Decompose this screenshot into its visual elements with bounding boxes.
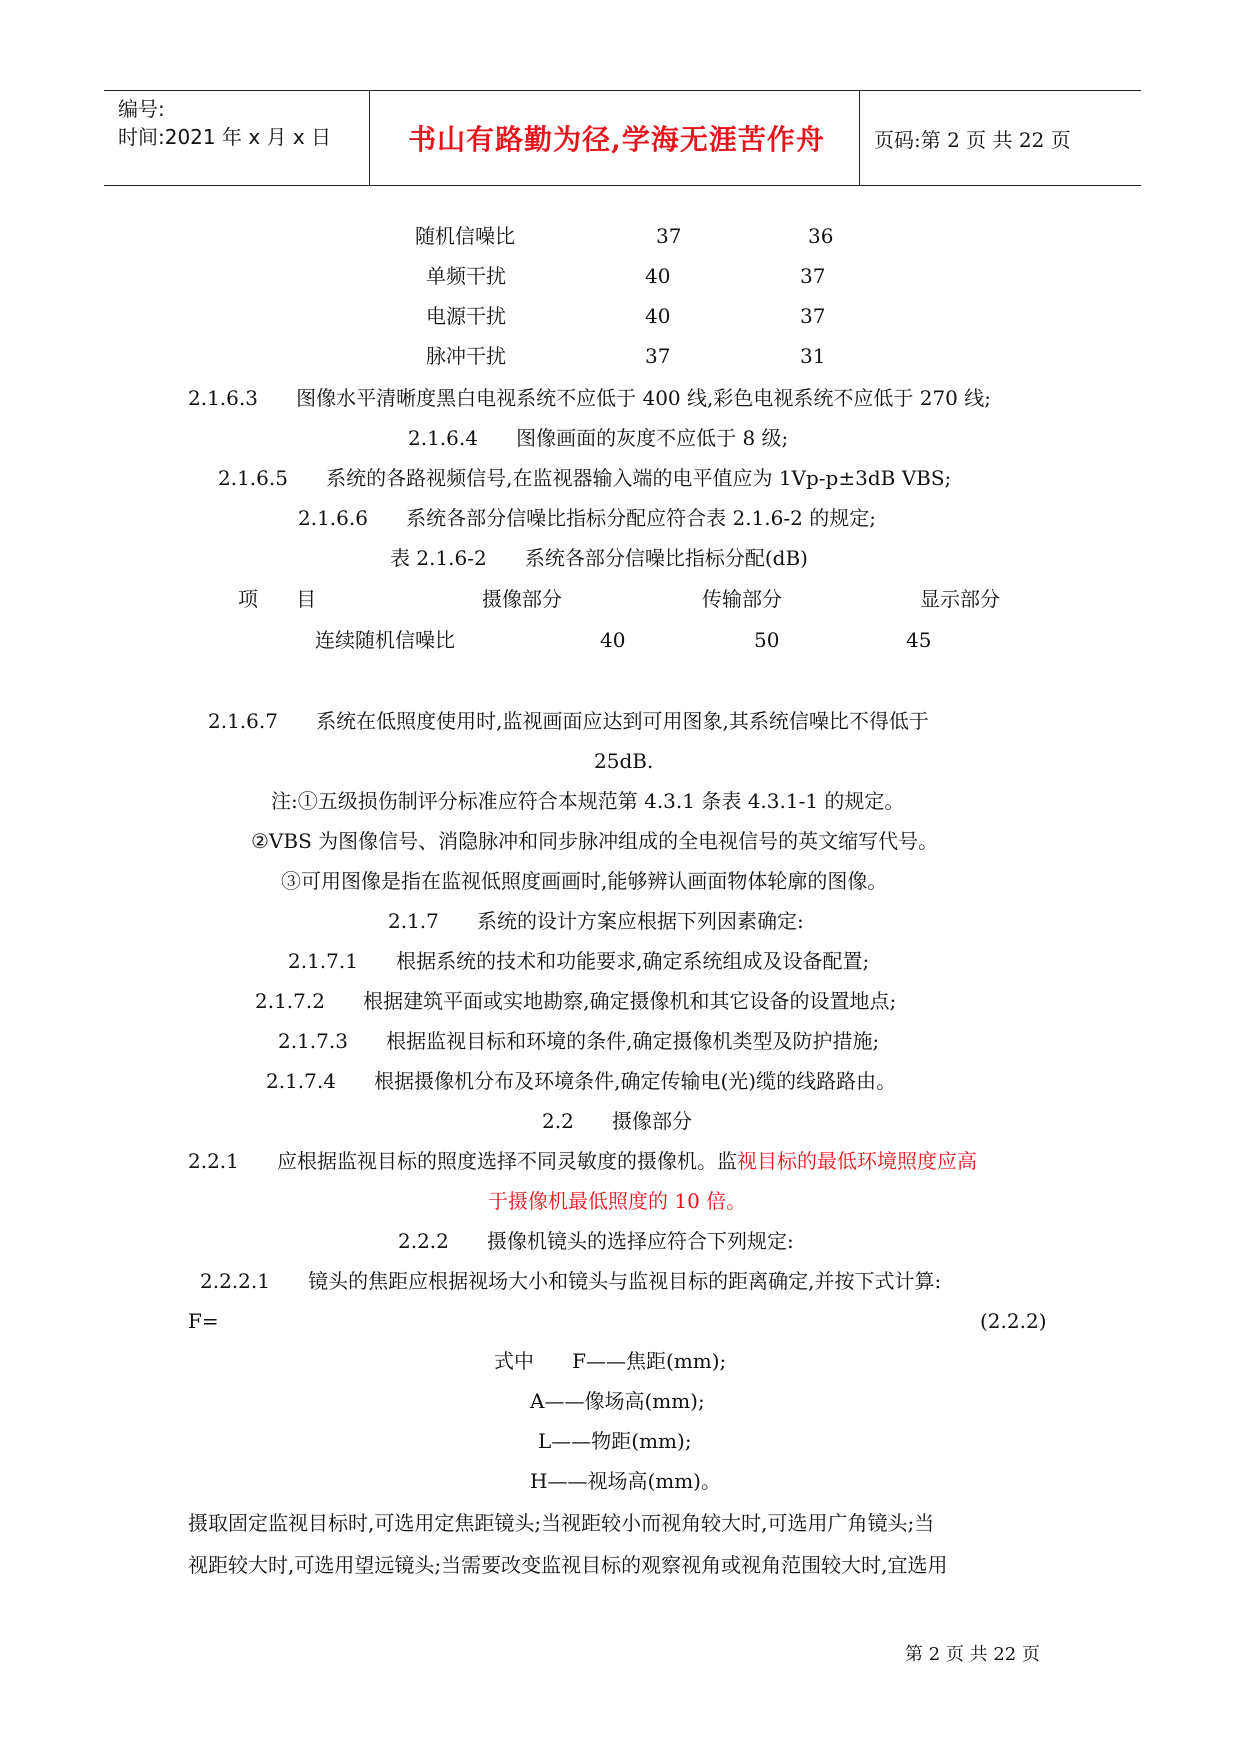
section-22-heading: 2.2 摄像部分 (542, 1109, 692, 1133)
header-page-number: 页码:第 2 页 共 22 页 (874, 127, 1071, 152)
time-label: 时间:2021 年 x 月 x 日 (118, 125, 332, 149)
snr-row-value: 31 (800, 344, 826, 368)
snr-row-name: 电源干扰 (426, 304, 506, 328)
clause-2174: 2.1.7.4 根据摄像机分布及环境条件,确定传输电(光)缆的线路路由。 (266, 1069, 897, 1093)
clause-2164: 2.1.6.4 图像画面的灰度不应低于 8 级; (408, 426, 789, 450)
clause-2166: 2.1.6.6 系统各部分信噪比指标分配应符合表 2.1.6-2 的规定; (298, 506, 876, 530)
footer-page-number: 第 2 页 共 22 页 (905, 1644, 1040, 1665)
paragraph-line: 视距较大时,可选用望远镜头;当需要改变监视目标的观察视角或视角范围较大时,宜选用 (188, 1553, 948, 1577)
clause-2165: 2.1.6.5 系统的各路视频信号,在监视器输入端的电平值应为 1Vp-p±3dB VBS; (218, 466, 952, 490)
paragraph-line: 摄取固定监视目标时,可选用定焦距镜头;当视距较小而视角较大时,可选用广角镜头;当 (188, 1511, 935, 1535)
snr-row-name: 单频干扰 (426, 264, 506, 288)
clause-2221: 2.2.2.1 镜头的焦距应根据视场大小和镜头与监视目标的距离确定,并按下式计算: (200, 1269, 942, 1293)
snr-row-name: 脉冲干扰 (426, 344, 506, 368)
clause-2167-cont: 25dB. (594, 749, 654, 773)
snr-row-value: 40 (645, 304, 671, 328)
table-cell: 50 (754, 628, 780, 652)
header-motto: 书山有路勤为径,学海无涯苦作舟 (408, 123, 825, 156)
table-header-item: 项 目 (238, 587, 317, 611)
snr-row-value: 37 (656, 224, 682, 248)
table-title: 表 2.1.6-2 系统各部分信噪比指标分配(dB) (390, 546, 808, 570)
formula-where-3: L——物距(mm); (538, 1429, 692, 1453)
table-cell: 40 (600, 628, 626, 652)
formula-lhs: F= (188, 1309, 219, 1333)
snr-row-value: 37 (800, 264, 826, 288)
clause-2171: 2.1.7.1 根据系统的技术和功能要求,确定系统组成及设备配置; (288, 949, 870, 973)
note-2: ②VBS 为图像信号、消隐脉冲和同步脉冲组成的全电视信号的英文缩写代号。 (251, 829, 939, 853)
number-label: 编号: (118, 97, 165, 121)
clause-2163: 2.1.6.3 图像水平清晰度黑白电视系统不应低于 400 线,彩色电视系统不应低于 270 线; (188, 386, 991, 410)
clause-2173: 2.1.7.3 根据监视目标和环境的条件,确定摄像机类型及防护措施; (278, 1029, 880, 1053)
snr-row-value: 37 (800, 304, 826, 328)
snr-row-name: 随机信噪比 (415, 224, 515, 248)
table-cell: 45 (906, 628, 932, 652)
clause-221-text: 2.2.1 应根据监视目标的照度选择不同灵敏度的摄像机。监 (188, 1149, 738, 1173)
page-header (104, 90, 1141, 186)
table-header-transmission: 传输部分 (702, 587, 782, 611)
clause-221-highlight-cont: 于摄像机最低照度的 10 倍。 (488, 1189, 747, 1213)
formula-where-4: H——视场高(mm)。 (530, 1469, 721, 1493)
clause-221 (188, 1148, 977, 1174)
note-1: 注:①五级损伤制评分标准应符合本规范第 4.3.1 条表 4.3.1-1 的规定。 (271, 789, 905, 813)
table-header-camera: 摄像部分 (482, 587, 562, 611)
formula-where-1: 式中 F——焦距(mm); (494, 1349, 727, 1373)
snr-row-value: 36 (808, 224, 834, 248)
snr-row-value: 40 (645, 264, 671, 288)
table-header-display: 显示部分 (920, 587, 1000, 611)
clause-2167: 2.1.6.7 系统在低照度使用时,监视画面应达到可用图象,其系统信噪比不得低于 (208, 709, 929, 733)
clause-2172: 2.1.7.2 根据建筑平面或实地勘察,确定摄像机和其它设备的设置地点; (255, 989, 897, 1013)
table-row-name: 连续随机信噪比 (315, 628, 455, 652)
snr-row-value: 37 (645, 344, 671, 368)
header-divider (859, 91, 860, 185)
clause-222: 2.2.2 摄像机镜头的选择应符合下列规定: (398, 1229, 794, 1253)
clause-217: 2.1.7 系统的设计方案应根据下列因素确定: (388, 909, 804, 933)
formula-where-2: A——像场高(mm); (530, 1389, 705, 1413)
clause-221-highlight: 视目标的最低环境照度应高 (737, 1149, 978, 1173)
formula-number: (2.2.2) (980, 1309, 1047, 1333)
note-3: ③可用图像是指在监视低照度画画时,能够辨认画面物体轮廓的图像。 (281, 869, 888, 893)
